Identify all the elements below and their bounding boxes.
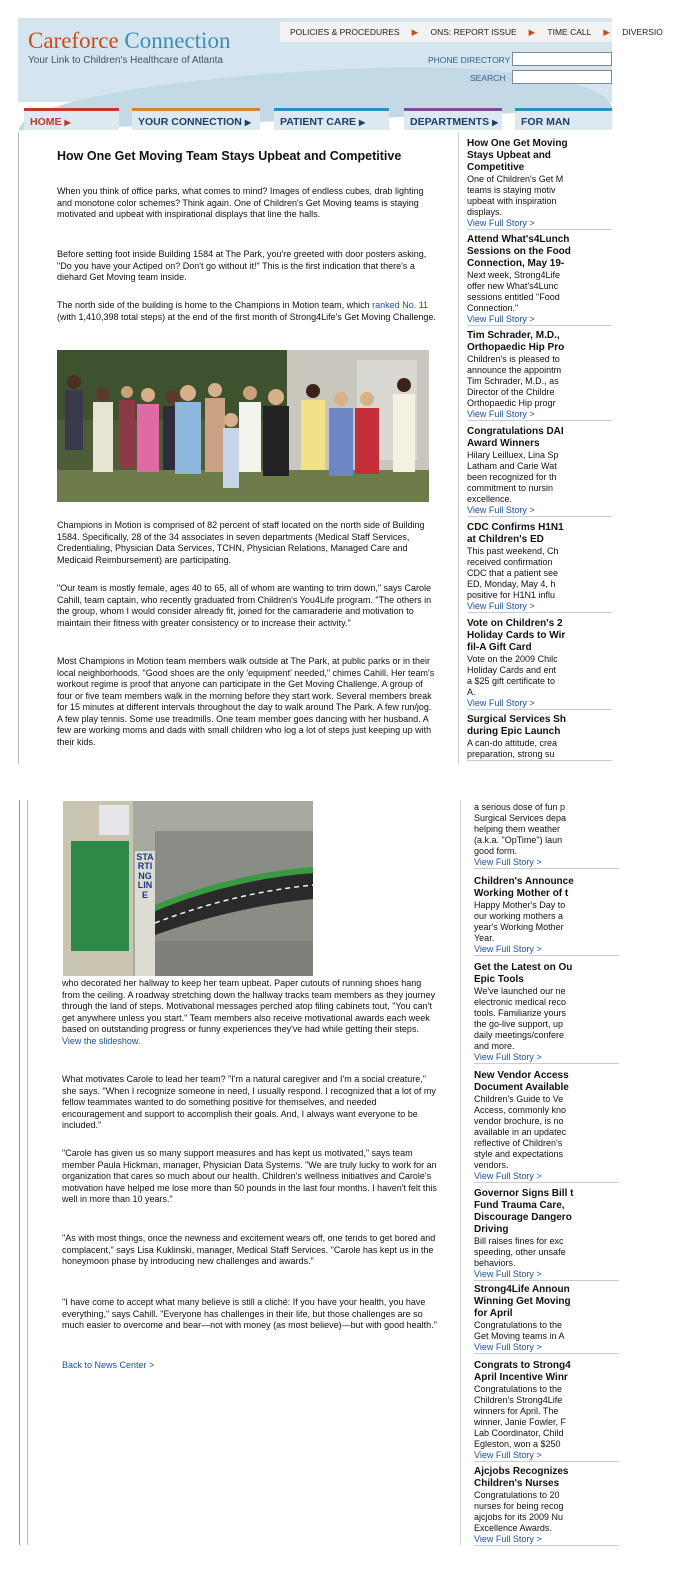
news-item-title[interactable]: Surgical Services Sh (467, 714, 566, 725)
news-item-text: Children's Guide to Ve (474, 1094, 564, 1104)
news-item-text: electronic medical reco (474, 996, 567, 1007)
news-item-text: nurses for being recog (474, 1500, 564, 1511)
news-item-text: preparation, strong su (467, 748, 555, 759)
hallway-photo (63, 801, 313, 976)
news-item-title[interactable]: for April (474, 1308, 513, 1319)
news-item-text: excellence. (467, 493, 513, 504)
phone-directory-input[interactable] (512, 52, 612, 66)
news-item-title[interactable]: CDC Confirms H1N1 (467, 522, 564, 533)
news-item-title[interactable]: Tim Schrader, M.D., (467, 330, 560, 341)
news-item-text: a serious dose of fun p (474, 802, 566, 812)
news-item-text: style and expectations (474, 1148, 564, 1159)
team-photo (57, 350, 429, 502)
news-item-text: commitment to nursin (467, 482, 554, 493)
article-paragraph: Before setting foot inside Building 1584 at The Park, you're greeted with door posters asking, "Do you have your Actiped on? Don't go without it!" This is the first indication that there's a diehard Get Moving team inside. (57, 249, 427, 283)
view-full-story-link[interactable]: View Full Story > (467, 217, 535, 228)
news-item-title[interactable]: Working Mother of t (474, 888, 569, 899)
article-paragraph: "Our team is mostly female, ages 40 to 65, all of whom are wanting to trim down," says Carole Cahill, team captain, who recently graduated from Children's You4Life program. "The others in the group, whom I would consider already fit, joined for the camaraderie and motivation to maintain their fitness with greater consistency or to increase their activity." (57, 583, 432, 628)
news-item-title[interactable]: Epic Tools (474, 974, 524, 985)
news-item-text: Congratulations to the (474, 1320, 563, 1330)
news-item-text: year's Working Mother (474, 921, 564, 932)
news-item-title[interactable]: Children's Announce (474, 876, 574, 887)
tab-for-managers[interactable]: FOR MAN (515, 108, 612, 130)
news-item-text: and more. (474, 1040, 515, 1051)
news-item-text: speeding, other unsafe (474, 1246, 566, 1257)
news-item-text: A can-do attitude, crea (467, 738, 558, 748)
news-item-title[interactable]: Driving (474, 1224, 509, 1235)
news-item-text: Director of the Childre (467, 386, 555, 397)
news-item-text: Next week, Strong4Life (467, 270, 561, 280)
news-item-text: Children's is pleased to (467, 354, 560, 364)
news-item-text: vendor brochure, is no (474, 1115, 564, 1126)
news-item-text: Egleston, won a $250 (474, 1438, 561, 1449)
news-item (467, 522, 612, 613)
news-item-text: (a.k.a. "OpTime") laun (474, 834, 563, 845)
news-item-text: tools. Familiarize yours (474, 1007, 567, 1018)
site-tagline: Your Link to Children's Healthcare of Atlanta (28, 55, 223, 66)
news-item-title[interactable]: Discourage Dangero (474, 1212, 572, 1223)
news-item-title[interactable]: at Children's ED (467, 534, 544, 545)
view-full-story-link[interactable]: View Full Story > (474, 1449, 542, 1460)
tab-patient-care[interactable]: PATIENT CARE ▶ (274, 108, 389, 130)
news-item (467, 234, 612, 326)
view-full-story-link[interactable]: View Full Story > (474, 1268, 542, 1279)
news-item-title[interactable]: Competitive (467, 162, 525, 173)
news-item-text: Connection." (467, 302, 519, 313)
news-item-text: upbeat with inspiration (467, 195, 557, 206)
news-item-text: Holiday Cards and ent (467, 664, 557, 675)
news-item-text: Congratulations to 20 (474, 1490, 560, 1500)
article-paragraph: The north side of the building is home to the Champions in Motion team, which ranked No. 11 (with 1,410,398 total steps) at the end of the first month of Strong4Life's Get Moving Challenge. (57, 300, 436, 322)
news-item (474, 1360, 619, 1462)
news-item-title[interactable]: New Vendor Access (474, 1070, 569, 1081)
news-item-title[interactable]: Fund Trauma Care, (474, 1200, 565, 1211)
view-full-story-link[interactable]: View Full Story > (467, 313, 535, 324)
utility-link-diversity[interactable]: DIVERSIO (622, 27, 663, 37)
news-item-text: vendors. (474, 1159, 509, 1170)
news-item-text: Surgical Services depa (474, 812, 567, 823)
news-item (474, 1466, 619, 1546)
back-to-news-link[interactable]: Back to News Center > (62, 1360, 155, 1370)
news-item-title[interactable]: Strong4Life Announ (474, 1284, 570, 1295)
tab-home[interactable]: HOME ▶ (24, 108, 119, 130)
news-item-title[interactable]: Winning Get Moving (474, 1296, 571, 1307)
news-item-text: teams is staying motiv (467, 184, 556, 195)
view-full-story-link[interactable]: View Full Story > (474, 856, 542, 867)
tab-your-connection[interactable]: YOUR CONNECTION ▶ (132, 108, 260, 130)
news-item-text: announce the appointm (467, 364, 562, 375)
news-item-title[interactable]: Ajcjobs Recognizes (474, 1466, 569, 1477)
news-item-title[interactable]: Award Winners (467, 438, 540, 449)
left-border (18, 132, 19, 764)
view-full-story-link[interactable]: View Full Story > (474, 1051, 542, 1062)
news-item-text: received confirmation (467, 556, 553, 567)
news-item-title[interactable]: Sessions on the Food (467, 246, 571, 257)
news-item-text: Lab Coordinator, Child (474, 1427, 564, 1438)
view-full-story-link[interactable]: View Full Story > (474, 1533, 542, 1544)
left-border (19, 800, 20, 1545)
utility-nav (280, 22, 663, 42)
news-item-text: offer new What's4Lunc (467, 280, 559, 291)
view-full-story-link[interactable]: View Full Story > (474, 1170, 542, 1181)
news-item-text: reflective of Children's (474, 1137, 563, 1148)
news-item-text: Bill raises fines for exc (474, 1236, 564, 1246)
news-item-title[interactable]: Document Available (474, 1082, 569, 1093)
search-label: SEARCH (470, 73, 506, 83)
news-item-text: Latham and Carie Wat (467, 460, 557, 471)
view-full-story-link[interactable]: View Full Story > (474, 943, 542, 954)
news-item-title[interactable]: Congratulations DAI (467, 426, 564, 437)
article-paragraph: "Carole has given us so many support measures and has kept us motivated," says team member Paula Hickman, manager, Physician Data Systems. "We are truly lucky to work for an organization that cares so much about our health. Children's wellness initiatives and Carole's motivation have helped me lose more than 50 pounds in the last four months. I haven't felt this well in more than 10 years." (62, 1148, 437, 1205)
news-item-title[interactable]: Attend What's4Lunch (467, 234, 570, 245)
news-item-title[interactable]: Children's Nurses (474, 1478, 560, 1489)
view-full-story-link[interactable]: View Full Story > (467, 600, 535, 611)
news-item-title[interactable]: Congrats to Strong4 (474, 1360, 571, 1371)
utility-link-report[interactable]: ONS: REPORT ISSUE ▶ (430, 27, 536, 37)
news-item (467, 426, 612, 517)
news-item (467, 330, 612, 421)
news-item-title[interactable]: Connection, May 19- (467, 258, 565, 269)
news-item (467, 138, 612, 230)
news-item-text: been recognized for th (467, 471, 557, 482)
news-item-text: This past weekend, Ch (467, 546, 559, 556)
news-item-text: ajcjobs for its 2009 Nu (474, 1511, 564, 1522)
news-item-text: available in an updatec (474, 1126, 567, 1137)
slideshow-link[interactable]: View the slideshow. (62, 1035, 141, 1046)
news-item-text: ED, Monday, May 4, h (467, 578, 556, 589)
news-item-text: Orthopaedic Hip progr (467, 397, 556, 408)
news-item (467, 618, 612, 710)
view-full-story-link[interactable]: View Full Story > (467, 504, 535, 515)
news-item-text: helping them weather (474, 823, 561, 834)
news-item-title[interactable]: How One Get Moving (467, 138, 568, 149)
article-title: How One Get Moving Team Stays Upbeat and Competitive (57, 149, 402, 163)
utility-link-policies[interactable]: POLICIES & PROCEDURES ▶ (290, 27, 419, 37)
article-paragraph: Champions in Motion is comprised of 82 percent of staff located on the north side of Building 1584. Specifically, 28 of the 34 associates in seven departments (Medical Staff Services, Credentialing, Physician Data Services, TCHN, Physician Relations, Managed Care and Medicaid Reimbursement) are participating. (57, 520, 425, 565)
news-item-title[interactable]: Orthopaedic Hip Pro (467, 342, 565, 353)
news-item (474, 1284, 619, 1354)
news-item-text: Access, commonly kno (474, 1104, 567, 1115)
column-divider (460, 800, 461, 1545)
article-paragraph: who decorated her hallway to keep her team upbeat. Paper cutouts of running shoes hang from the ceiling. A roadway stretching down the hallway tracks team members as they journey through the land of steps. Motivational messages perched atop filing cabinets tout, "You can't get anywhere unless you start." Team members also receive motivational awards each week based on outstanding progress or funny experiences they've had while getting their steps. View the slideshow. (62, 978, 436, 1046)
column-divider (458, 132, 459, 764)
article-paragraph: "As with most things, once the newness and excitement wears off, one tends to get bored and complacent," says Lisa Kuklinski, manager, Medical Staff Services. "Carole has kept us in the honeymoon phase by introducing new challenges and awards." (62, 1233, 436, 1267)
news-item-text: positive for H1N1 influ (467, 589, 556, 600)
news-item-text: Happy Mother's Day to (474, 900, 566, 910)
news-item-title[interactable]: Governor Signs Bill t (474, 1188, 574, 1199)
news-item (474, 1188, 619, 1281)
news-item (467, 714, 612, 761)
news-item-text: displays. (467, 206, 503, 217)
news-item (474, 1070, 619, 1183)
news-item-text: Hilary Leilluex, Lina Sp (467, 450, 559, 460)
search-input[interactable] (512, 70, 612, 84)
site-logo[interactable]: Careforce Connection (28, 28, 231, 53)
news-item-text: Vote on the 2009 Chilc (467, 654, 558, 664)
tab-departments[interactable]: DEPARTMENTS ▶ (404, 108, 502, 130)
news-item-text: A. (467, 686, 476, 697)
news-item-text: a $25 gift certificate to (467, 675, 556, 686)
news-item-title[interactable]: April Incentive Winr (474, 1372, 568, 1383)
news-item-text: winners for April. The (474, 1405, 559, 1416)
article-paragraph: What motivates Carole to lead her team? "I'm a natural caregiver and I'm a social creature," she says. "When I recognize someone in need, I usually respond. I recognized that a lot of my fellow teammates wanted to do something positive for themselves, and needed encouragement and support to accomplish their goals. And, I always want everyone to be included." (62, 1074, 436, 1131)
news-item-title[interactable]: Stays Upbeat and (467, 150, 551, 161)
left-border (27, 800, 28, 1545)
news-item-text: We've launched our ne (474, 986, 566, 996)
news-item-text: Excellence Awards. (474, 1522, 552, 1533)
news-item-text: our working mothers a (474, 910, 564, 921)
news-item-title[interactable]: Holiday Cards to Wir (467, 630, 566, 641)
news-item-title[interactable]: fil-A Gift Card (467, 642, 532, 653)
news-item-title[interactable]: during Epic Launch (467, 726, 561, 737)
news-item-text: good form. (474, 845, 518, 856)
news-item-text: Children's Strong4Life (474, 1394, 563, 1405)
view-full-story-link[interactable]: View Full Story > (474, 1341, 542, 1352)
news-item (474, 802, 619, 869)
article-paragraph: Most Champions in Motion team members walk outside at The Park, at public parks or in their local neighborhoods. "Good shoes are the only 'equipment' needed," chimes Cahill. Her team's workout regime is proof that anyone can participate in the Get Moving Challenge. A group of four or five team members walk in the morning before they start work. Several members break for 15 minutes at different intervals throughout the day to walk around The Park. A few run/jog. A few play tennis. Some use treadmills. One team member goes dancing with her husband. A few are working moms and dads with small children who log a lot of steps just keeping up with their kids. (57, 656, 435, 747)
utility-link-timecall[interactable]: TIME CALL ▶ (547, 27, 610, 37)
news-item (474, 962, 619, 1064)
article-paragraph: When you think of office parks, what comes to mind? Images of endless cubes, drab lighting and monotone color schemes? Think again. One of Children's Get Moving teams is staying motivated and upbeat with inspirational displays that line the halls. (57, 186, 424, 220)
news-item-title[interactable]: Vote on Children's 2 (467, 618, 563, 629)
news-item-title[interactable]: Get the Latest on Ou (474, 962, 573, 973)
news-item-text: Tim Schrader, M.D., as (467, 375, 559, 386)
view-full-story-link[interactable]: View Full Story > (467, 697, 535, 708)
ranked-link[interactable]: ranked No. 11 (372, 300, 429, 310)
news-item-text: daily meetings/confere (474, 1029, 565, 1040)
view-full-story-link[interactable]: View Full Story > (467, 408, 535, 419)
starting-line-sign: STARTING LINE (136, 852, 154, 900)
news-item-text: behaviors. (474, 1257, 516, 1268)
news-item-text: Congratulations to the (474, 1384, 563, 1394)
news-item (474, 876, 619, 956)
news-item-text: Year. (474, 932, 495, 943)
article-paragraph: "I have come to accept what many believe is still a cliché: If you have your health, you have everything," says Cahill. "Everyone has challenges in their life, but those challenges are so much easier to overcome and bear—not with money (as most believe)—but with good health." (62, 1297, 437, 1331)
news-item-text: winner, Janie Fowler, F (474, 1416, 567, 1427)
news-item-text: One of Children's Get M (467, 174, 564, 184)
news-item-text: CDC that a patient see (467, 567, 559, 578)
news-item-text: Get Moving teams in A (474, 1330, 565, 1341)
news-item-text: sessions entitled "Food (467, 291, 560, 302)
phone-directory-label: PHONE DIRECTORY (428, 55, 511, 65)
news-item-text: the go-live support, up (474, 1018, 564, 1029)
